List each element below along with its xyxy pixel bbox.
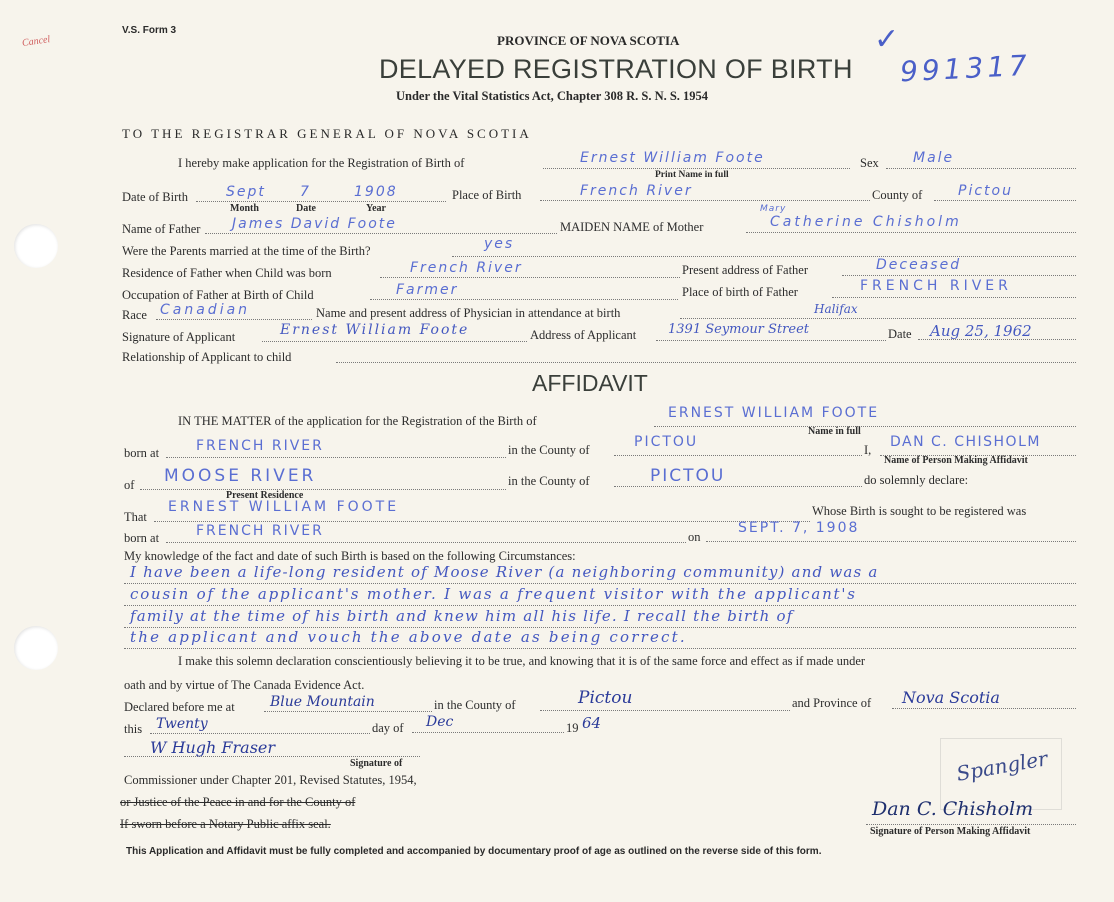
married-value: yes [484,236,515,252]
residence-value: French River [410,260,523,276]
in-county-label: in the County of [508,443,590,457]
deponent-signature: Dan C. Chisholm [872,798,1034,820]
application-date-label: Date [888,327,912,341]
father-name-label: Name of Father [122,222,201,236]
applicant-signature-label: Signature of Applicant [122,330,236,344]
pob-label: Place of Birth [452,188,522,202]
physician-label: Name and present address of Physician in attendance at birth [316,306,621,320]
on-value: SEPT. 7, 1908 [738,520,860,536]
this-day-value: Twenty [156,716,208,732]
declared-before-label: Declared before me at [124,700,235,714]
dob-day-value: 7 [300,184,311,200]
province-label: and Province of [792,696,872,710]
in-county-value: PICTOU [634,434,699,450]
deponent-name-value: DAN C. CHISHOLM [890,434,1041,450]
year-prefix: 19 [566,721,579,735]
born-at-label-2: born at [124,531,160,545]
registration-number: 991317 [899,48,1032,89]
applicant-address-value: 1391 Seymour Street [668,322,809,337]
applicant-signature-value: Ernest William Foote [280,322,470,338]
registrar-line: TO THE REGISTRAR GENERAL OF NOVA SCOTIA [122,126,532,141]
occupation-value: Farmer [396,282,459,298]
whose-birth-label: Whose Birth is sought to be registered was [812,504,1027,518]
footer-note: This Application and Affidavit must be fully completed and accompanied by documentary proof of age as outlined on the reverse side of this form. [126,846,822,857]
of-value: MOOSE RIVER [164,466,317,486]
commissioner-signature: W Hugh Fraser [150,738,276,757]
red-cancel-mark: Cancel [21,34,51,49]
pob-value: French River [580,183,693,199]
in-county-label-3: in the County of [434,698,516,712]
circumstance-line-2: cousin of the applicant's mother. I was a frequent visitor with the applicant's [130,585,857,603]
county-value: Pictou [958,183,1013,199]
date-caption: Date [296,203,316,214]
in-county-label-2: in the County of [508,474,590,488]
form-title: DELAYED REGISTRATION OF BIRTH [379,54,853,84]
father-pob-label: Place of birth of Father [682,285,798,299]
dob-year-value: 1908 [354,184,398,200]
race-label: Race [122,308,147,322]
declared-county-value: Pictou [578,688,633,708]
present-address-value: Deceased [876,257,962,273]
year-caption: Year [366,203,386,214]
matter-label: IN THE MATTER of the application for the Registration of the Birth of [178,414,537,428]
notary-line: If sworn before a Notary Public affix seal. [120,817,331,831]
relationship-label: Relationship of Applicant to child [122,350,292,364]
matter-value: ERNEST WILLIAM FOOTE [668,405,880,421]
born-at-label: born at [124,446,160,460]
circumstance-line-3: family at the time of his birth and knew him all his life. I recall the birth of [130,607,794,625]
form-subtitle: Under the Vital Statistics Act, Chapter 308 R. S. N. S. 1954 [396,89,709,103]
father-name-value: James David Foote [232,216,397,232]
year-value: 64 [582,714,602,732]
day-of-label: day of [372,721,404,735]
physician-value: Halifax [814,302,858,316]
application-intro-label: I hereby make application for the Registration of Birth of [178,156,465,170]
commissioner-line: Commissioner under Chapter 201, Revised Statutes, 1954, [124,773,417,787]
province-value: Nova Scotia [902,688,1000,707]
in-county-value-2: PICTOU [650,466,726,486]
present-address-label: Present address of Father [682,263,809,277]
check-mark: ✓ [874,22,900,57]
name-in-full-caption: Name in full [808,426,861,437]
form-number: V.S. Form 3 [122,25,177,36]
application-date-value: Aug 25, 1962 [930,322,1032,340]
race-value: Canadian [160,302,251,318]
declared-place-value: Blue Mountain [270,694,375,710]
mother-prefix: Mary [760,204,787,214]
sex-label: Sex [860,156,879,170]
dob-label: Date of Birth [122,190,188,204]
mother-name-label: MAIDEN NAME of Mother [560,220,704,234]
child-name-value: Ernest William Foote [580,150,765,166]
deponent-signature-caption: Signature of Person Making Affidavit [870,826,1031,837]
sex-value: Male [913,150,955,166]
of-label: of [124,478,135,492]
residence-label: Residence of Father when Child was born [122,266,332,280]
justice-line: or Justice of the Peace in and for the County of [120,795,356,809]
father-pob-value: FRENCH RIVER [860,278,1012,294]
born-at-value-2: FRENCH RIVER [196,523,324,539]
month-caption: Month [230,203,259,214]
that-label: That [124,510,147,524]
affidavit-title: AFFIDAVIT [532,370,648,396]
this-label: this [124,722,143,736]
print-name-note: Print Name in full [655,170,729,180]
punch-hole-top [14,224,58,268]
signature-of-caption: Signature of [350,758,403,769]
on-label: on [688,530,701,544]
born-at-value: FRENCH RIVER [196,438,324,454]
registrar-initials: Spangler [954,746,1050,786]
name-person-caption: Name of Person Making Affidavit [884,455,1028,466]
i-label: I, [864,443,872,457]
circumstance-line-4: the applicant and vouch the above date as being correct. [130,628,687,646]
circumstance-line-1: I have been a life-long resident of Moose River (a neighboring community) and was a [130,563,879,581]
occupation-label: Occupation of Father at Birth of Child [122,288,314,302]
punch-hole-bottom [14,626,58,670]
mother-name-value: Catherine Chisholm [770,214,962,230]
that-value: ERNEST WILLIAM FOOTE [168,499,400,515]
county-label: County of [872,188,923,202]
declare-label: do solemnly declare: [864,473,969,487]
applicant-address-label: Address of Applicant [530,328,637,342]
province-heading: PROVINCE OF NOVA SCOTIA [497,33,680,48]
present-residence-caption: Present Residence [226,490,304,501]
married-label: Were the Parents married at the time of the Birth? [122,244,371,258]
solemn-declaration-1: I make this solemn declaration conscientiously believing it to be true, and knowing that it is of the same force and effect as if made under [178,654,866,668]
knowledge-label: My knowledge of the fact and date of such Birth is based on the following Circumstances: [124,549,576,563]
day-of-value: Dec [426,714,454,730]
solemn-declaration-2: oath and by virtue of The Canada Evidence Act. [124,678,365,692]
dob-month-value: Sept [226,184,266,200]
